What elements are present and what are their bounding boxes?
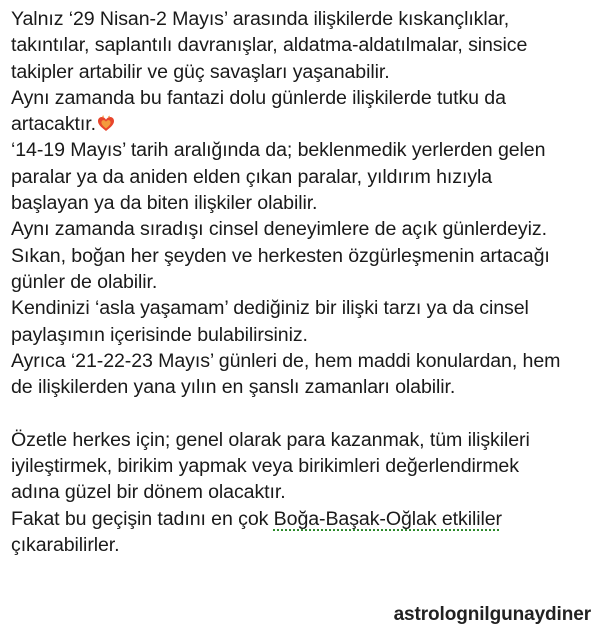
text-line: günler de olabilir. <box>11 270 158 293</box>
text-line: ‘14-19 Mayıs’ tarih aralığında da; beklenmedik yerlerden gelen <box>11 139 546 162</box>
text-line: Sıkan, boğan her şeyden ve herkesten özgürleşmenin artacağı <box>11 244 550 267</box>
text-line-with-emoji <box>11 111 599 137</box>
text-line: de ilişkilerden yana yılın en şanslı zamanları olabilir. <box>11 376 456 399</box>
text-line: paylaşımın içerisinde bulabilirsiniz. <box>11 323 308 346</box>
text-segment: Fakat bu geçişin tadını en çok <box>11 507 274 530</box>
text-line: Kendinizi ‘asla yaşamam’ dediğiniz bir ilişki tarzı ya da cinsel <box>11 297 529 320</box>
text-line: Aynı zamanda sıradışı cinsel deneyimlere de açık günlerdeyiz. <box>11 218 547 241</box>
text-line: Yalnız ‘29 Nisan-2 Mayıs’ arasında ilişkilerde kıskançlıklar, <box>11 8 510 30</box>
text-line-with-highlight <box>11 506 599 532</box>
flaming-heart-icon <box>97 115 115 132</box>
paragraph-gap <box>11 400 599 426</box>
text-line: adına güzel bir dönem olacaktır. <box>11 481 286 504</box>
text-line: iyileştirmek, birikim yapmak veya birikimleri değerlendirmek <box>11 455 519 478</box>
text-segment: artacaktır. <box>11 113 96 136</box>
author-signature: astrolognilgunaydiner <box>393 604 591 625</box>
post-body <box>11 6 599 558</box>
text-line: paralar ya da aniden elden çıkan paralar, yıldırım hızıyla <box>11 165 493 188</box>
text-line: Özetle herkes için; genel olarak para kazanmak, tüm ilişkileri <box>11 428 530 451</box>
text-line: Aynı zamanda bu fantazi dolu günlerde ilişkilerde tutku da <box>11 86 506 109</box>
text-line: Ayrıca ‘21-22-23 Mayıs’ günleri de, hem maddi konulardan, hem <box>11 349 561 372</box>
text-line: çıkarabilirler. <box>11 533 120 556</box>
text-line: takipler artabilir ve güç savaşları yaşanabilir. <box>11 60 390 83</box>
highlighted-phrase: Boğa-Başak-Oğlak etkililer <box>273 507 502 530</box>
text-line: takıntılar, saplantılı davranışlar, aldatma-aldatılmalar, sinsice <box>11 34 528 57</box>
text-line: başlayan ya da biten ilişkiler olabilir. <box>11 192 318 215</box>
